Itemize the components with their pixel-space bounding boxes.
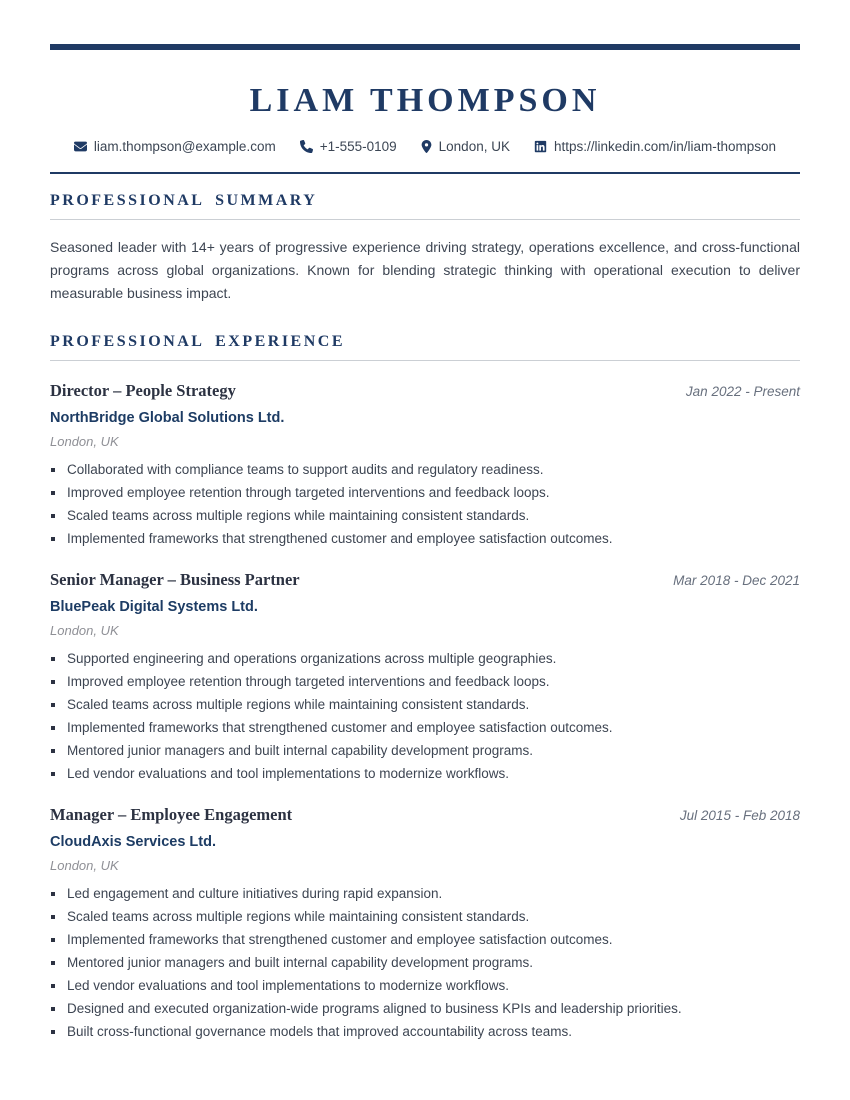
job-bullet-text: Collaborated with compliance teams to support audits and regulatory readiness.	[67, 462, 544, 477]
job-bullet-text: Designed and executed organization-wide programs aligned to business KPIs and leadership priorities.	[67, 1001, 682, 1016]
job-bullet-text: Implemented frameworks that strengthened customer and employee satisfaction outcomes.	[67, 932, 613, 947]
job-company: NorthBridge Global Solutions Ltd.	[50, 410, 285, 426]
bullet-square-icon	[51, 703, 55, 707]
job-bullet-item	[50, 458, 800, 481]
job-role: Senior Manager – Business Partner	[50, 570, 300, 589]
contact-linkedin	[534, 139, 776, 154]
contact-phone	[300, 139, 397, 154]
bullet-square-icon	[51, 772, 55, 776]
bullet-square-icon	[51, 537, 55, 541]
bullet-square-icon	[51, 491, 55, 495]
job-bullet-item	[50, 951, 800, 974]
job-role: Director – People Strategy	[50, 381, 236, 400]
envelope-icon	[74, 140, 87, 153]
job-bullet-text: Mentored junior managers and built internal capability development programs.	[67, 955, 534, 970]
bullet-square-icon	[51, 1007, 55, 1011]
job-bullet-text: Supported engineering and operations organizations across multiple geographies.	[67, 651, 557, 666]
job-bullet-text: Improved employee retention through targeted interventions and feedback loops.	[67, 674, 550, 689]
contact-row	[50, 139, 800, 154]
bullet-square-icon	[51, 726, 55, 730]
experience-title-underline	[50, 360, 800, 361]
job-bullets	[50, 647, 800, 785]
job-bullet-item	[50, 647, 800, 670]
job-bullet-item	[50, 905, 800, 928]
job-location: London, UK	[50, 434, 119, 449]
job-entry	[50, 804, 800, 1043]
bullet-square-icon	[51, 1030, 55, 1034]
job-entry	[50, 569, 800, 785]
contact-phone-text: +1-555-0109	[319, 139, 397, 154]
job-bullet-item	[50, 882, 800, 905]
summary-text: Seasoned leader with 14+ years of progressive experience driving strategy, operations excellence, and cross-functional programs across global organizations. Known for blending strategic thinking with operational execution to deliver measurable business impact.	[50, 239, 800, 301]
bullet-square-icon	[51, 892, 55, 896]
job-bullet-item	[50, 997, 800, 1020]
job-bullet-text: Scaled teams across multiple regions while maintaining consistent standards.	[67, 697, 530, 712]
job-dates: Jul 2015 - Feb 2018	[679, 808, 800, 823]
contact-email	[74, 139, 276, 154]
job-bullet-text: Built cross-functional governance models that improved accountability across teams.	[67, 1024, 572, 1039]
experience-jobs	[50, 380, 800, 1043]
job-company: BluePeak Digital Systems Ltd.	[50, 599, 258, 615]
job-bullets	[50, 458, 800, 550]
candidate-name: LIAM THOMPSON	[249, 82, 601, 119]
job-dates: Jan 2022 - Present	[685, 384, 800, 399]
job-header	[50, 804, 800, 825]
job-role: Manager – Employee Engagement	[50, 805, 293, 824]
phone-icon	[300, 140, 313, 153]
header-divider	[50, 172, 800, 174]
job-bullet-text: Scaled teams across multiple regions while maintaining consistent standards.	[67, 508, 530, 523]
job-bullet-item	[50, 716, 800, 739]
contact-linkedin-text: https://linkedin.com/in/liam-thompson	[553, 139, 777, 154]
bullet-square-icon	[51, 984, 55, 988]
bullet-square-icon	[51, 657, 55, 661]
job-header	[50, 380, 800, 401]
job-bullet-item	[50, 974, 800, 997]
job-bullet-item	[50, 527, 800, 550]
job-bullet-item	[50, 693, 800, 716]
job-bullet-text: Improved employee retention through targeted interventions and feedback loops.	[67, 485, 550, 500]
bullet-square-icon	[51, 915, 55, 919]
linkedin-icon	[534, 140, 547, 153]
bullet-square-icon	[51, 749, 55, 753]
summary-section-title: PROFESSIONAL SUMMARY	[50, 192, 318, 209]
job-bullets	[50, 882, 800, 1043]
job-dates: Mar 2018 - Dec 2021	[673, 573, 800, 588]
job-bullet-text: Led vendor evaluations and tool implementations to modernize workflows.	[67, 978, 509, 993]
summary-title-underline	[50, 219, 800, 220]
job-bullet-item	[50, 739, 800, 762]
header-accent-bar	[50, 44, 800, 50]
bullet-square-icon	[51, 938, 55, 942]
job-bullet-item	[50, 670, 800, 693]
job-entry	[50, 380, 800, 550]
job-location: London, UK	[50, 858, 119, 873]
experience-section-title: PROFESSIONAL EXPERIENCE	[50, 333, 345, 350]
job-bullet-item	[50, 928, 800, 951]
bullet-square-icon	[51, 468, 55, 472]
bullet-square-icon	[51, 514, 55, 518]
job-bullet-text: Led vendor evaluations and tool implementations to modernize workflows.	[67, 766, 509, 781]
contact-location-text: London, UK	[438, 139, 510, 154]
contact-email-text: liam.thompson@example.com	[93, 139, 276, 154]
job-bullet-text: Implemented frameworks that strengthened customer and employee satisfaction outcomes.	[67, 720, 613, 735]
job-bullet-text: Scaled teams across multiple regions while maintaining consistent standards.	[67, 909, 530, 924]
job-location: London, UK	[50, 623, 119, 638]
location-pin-icon	[421, 140, 432, 153]
contact-location	[421, 139, 510, 154]
bullet-square-icon	[51, 680, 55, 684]
job-bullet-text: Implemented frameworks that strengthened customer and employee satisfaction outcomes.	[67, 531, 613, 546]
job-bullet-item	[50, 762, 800, 785]
job-company: CloudAxis Services Ltd.	[50, 834, 216, 850]
job-bullet-text: Led engagement and culture initiatives during rapid expansion.	[67, 886, 443, 901]
job-bullet-item	[50, 481, 800, 504]
job-bullet-item	[50, 504, 800, 527]
bullet-square-icon	[51, 961, 55, 965]
job-bullet-item	[50, 1020, 800, 1043]
job-bullet-text: Mentored junior managers and built internal capability development programs.	[67, 743, 534, 758]
job-header	[50, 569, 800, 590]
